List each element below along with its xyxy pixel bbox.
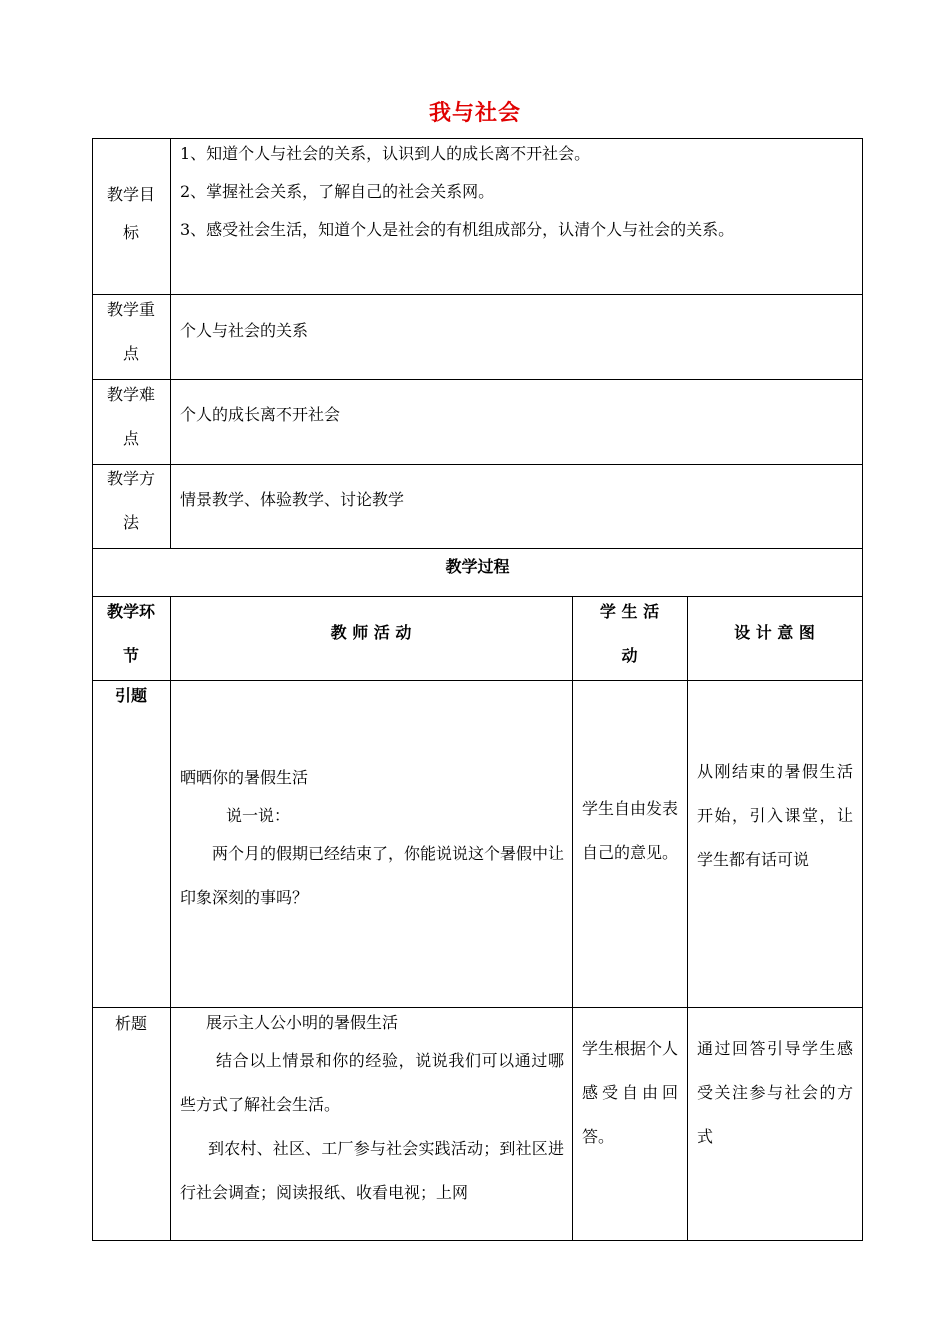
key-points-value: 个人与社会的关系 [180,321,309,340]
key-points-label-2: 点 [122,344,139,363]
teacher-activity-text: 两个月的假期已经结束了，你能说说这个暑假中让印象深刻的事吗？ [180,844,565,907]
teacher-activity-title: 晒晒你的暑假生活 [180,768,309,787]
difficulties-value: 个人的成长离不开社会 [180,405,341,424]
teacher-activity-text: 结合以上情景和你的经验，说说我们可以通过哪些方式了解社会生活。 [180,1051,564,1114]
teacher-activity-title: 展示主人公小明的暑假生活 [206,1013,399,1032]
key-points-label: 教学重 [106,300,155,319]
stage-cell: 引题 [114,686,147,705]
student-column-header-2: 动 [621,646,638,665]
difficulties-label: 教学难 [106,385,155,404]
stage-cell: 析题 [114,1014,147,1033]
methods-label: 教学方 [106,469,155,488]
teacher-activity-text: 到农村、社区、工厂参与社会实践活动；到社区进行社会调查；阅读报纸、收看电视；上网 [180,1139,564,1202]
methods-value: 情景教学、体验教学、讨论教学 [180,490,405,509]
student-activity-cell: 学生自由发表自己的意见。 [582,799,679,862]
design-intent-cell: 通过回答引导学生感受关注参与社会的方式 [697,1039,853,1146]
student-column-header: 学 生 活 [599,602,660,621]
stage-column-header: 教学环 [106,602,155,621]
objective-item: 2、掌握社会关系，了解自己的社会关系网。 [180,182,495,201]
design-intent-cell: 从刚结束的暑假生活开始，引入课堂，让学生都有话可说 [697,762,853,869]
student-activity-cell: 学生根据个人感受自由回答。 [582,1039,679,1146]
teacher-activity-subtitle: 说一说： [226,806,291,825]
page-title: 我与社会 [428,101,521,126]
methods-label-2: 法 [122,513,139,532]
objective-item: 1、知道个人与社会的关系，认识到人的成长离不开社会。 [180,144,591,163]
intent-column-header: 设 计 意 图 [734,623,815,642]
objective-item: 3、感受社会生活，知道个人是社会的有机组成部分，认清个人与社会的关系。 [180,220,735,239]
objectives-label: 教学目 [106,185,155,204]
teacher-column-header: 教 师 活 动 [330,623,412,642]
difficulties-label-2: 点 [122,429,139,448]
objectives-label-2: 标 [122,223,139,242]
process-header: 教学过程 [445,557,510,576]
stage-column-header-2: 节 [122,646,139,665]
